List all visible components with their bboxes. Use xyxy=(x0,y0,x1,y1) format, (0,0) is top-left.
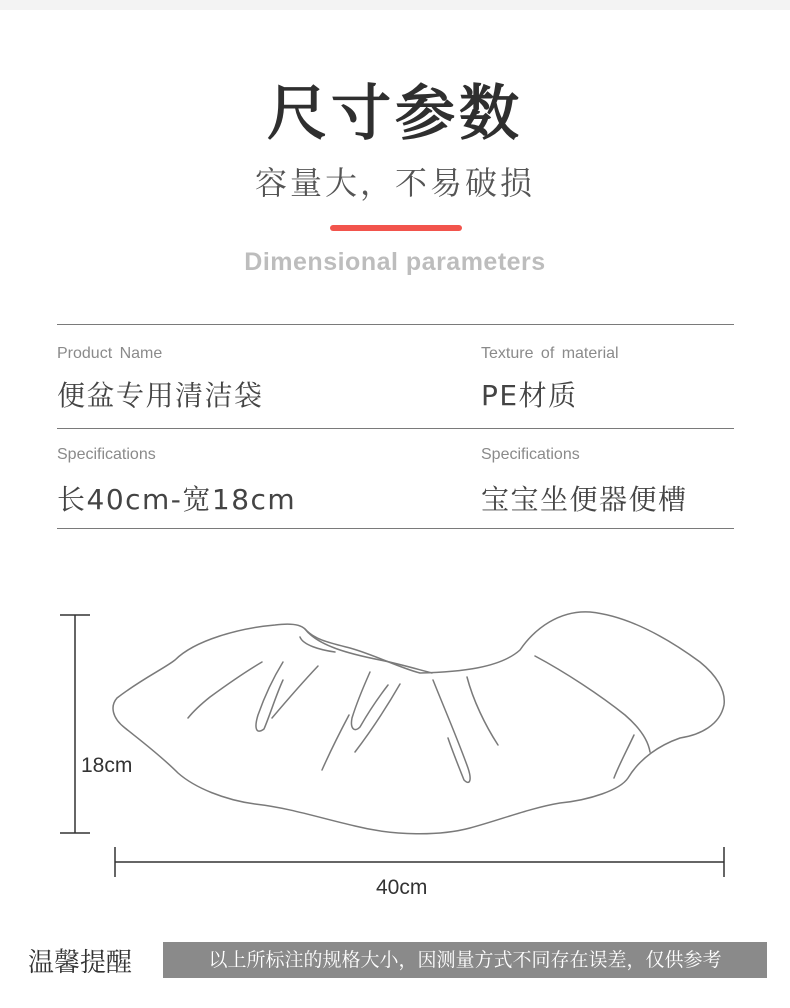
table-divider xyxy=(57,528,734,529)
top-strip xyxy=(0,0,790,10)
height-label: 18cm xyxy=(81,754,133,777)
notice-heading: 温馨提醒 xyxy=(28,948,133,978)
page-subtitle: 容量大，不易破损 xyxy=(254,164,535,202)
spec-value-size: 长40cm-宽18cm xyxy=(57,483,297,516)
table-divider xyxy=(57,428,734,429)
spec-value-usage: 宝宝坐便器便槽 xyxy=(481,483,688,516)
table-divider xyxy=(57,324,734,325)
spec-value-material: PE材质 xyxy=(481,379,578,412)
spec-value-product-name: 便盆专用清洁袋 xyxy=(57,379,264,412)
spec-label-material: Texture of material xyxy=(481,345,619,362)
spec-label-product-name: Product Name xyxy=(57,345,163,362)
bag-outline-drawing xyxy=(113,612,724,834)
spec-label-size: Specifications xyxy=(57,446,156,463)
height-dimension-line xyxy=(60,615,90,833)
english-subtitle: Dimensional parameters xyxy=(244,248,546,276)
notice-text: 以上所标注的规格大小，因测量方式不同存在误差，仅供参考 xyxy=(163,942,767,978)
width-dimension-line xyxy=(115,847,724,877)
width-label: 40cm xyxy=(376,876,428,899)
product-size-diagram xyxy=(0,600,790,890)
accent-divider xyxy=(330,225,462,231)
spec-label-usage: Specifications xyxy=(481,446,580,463)
page-title: 尺寸参数 xyxy=(267,79,523,149)
